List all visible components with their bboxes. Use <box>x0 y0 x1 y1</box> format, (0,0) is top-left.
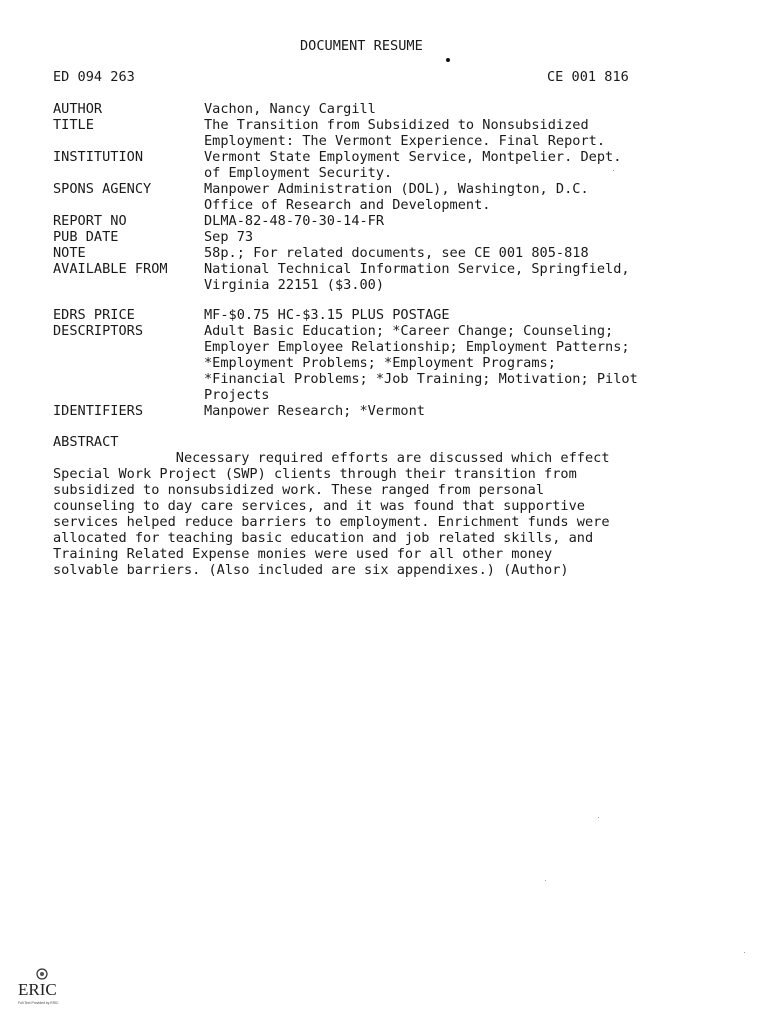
field-value-line: Projects <box>204 387 270 403</box>
field-value-line: DLMA-82-48-70-30-14-FR <box>204 213 385 229</box>
field-value-line: Office of Research and Development. <box>204 197 491 213</box>
abstract-line: Necessary required efforts are discussed which effect <box>53 450 610 466</box>
field-value-line: MF-$0.75 HC-$3.15 PLUS POSTAGE <box>204 307 450 323</box>
field-value-line: 58p.; For related documents, see CE 001 805-818 <box>204 245 589 261</box>
ce-number: CE 001 816 <box>547 69 629 85</box>
ink-dot <box>446 58 450 62</box>
scan-speck <box>744 952 745 953</box>
abstract-line: allocated for teaching basic education and job related skills, and <box>53 530 594 546</box>
field-value-line: *Financial Problems; *Job Training; Motivation; Pilot <box>204 371 638 387</box>
scan-speck <box>613 170 614 171</box>
field-value-line: of Employment Security. <box>204 165 393 181</box>
eric-logo <box>14 966 70 1006</box>
field-value-line: Sep 73 <box>204 229 254 245</box>
abstract-line: services helped reduce barriers to employment. Enrichment funds were <box>53 514 610 530</box>
abstract-line: Special Work Project (SWP) clients through their transition from <box>53 466 577 482</box>
field-value-line: Vermont State Employment Service, Montpelier. Dept. <box>204 149 622 165</box>
document-title: DOCUMENT RESUME <box>300 38 423 54</box>
abstract-line: Training Related Expense monies were used for all other money <box>53 546 553 562</box>
abstract-line: counseling to day care services, and it was found that supportive <box>53 498 585 514</box>
field-label: REPORT NO <box>53 213 127 229</box>
field-value-line: Virginia 22151 ($3.00) <box>204 277 385 293</box>
field-label: NOTE <box>53 245 86 261</box>
eric-logo-caption: Full Text Provided by ERIC <box>18 1001 59 1005</box>
scan-speck <box>598 817 599 818</box>
field-value-line: Manpower Administration (DOL), Washington, D.C. <box>204 181 589 197</box>
field-value-line: Employer Employee Relationship; Employment Patterns; <box>204 339 630 355</box>
field-label: IDENTIFIERS <box>53 403 144 419</box>
field-value-line: Vachon, Nancy Cargill <box>204 101 376 117</box>
field-value-line: *Employment Problems; *Employment Programs; <box>204 355 556 371</box>
field-label: PUB DATE <box>53 229 119 245</box>
ed-number: ED 094 263 <box>53 69 135 85</box>
abstract-text <box>53 450 610 578</box>
field-label: AUTHOR <box>53 101 103 117</box>
field-label: INSTITUTION <box>53 149 144 165</box>
field-label: TITLE <box>53 117 94 133</box>
field-label: AVAILABLE FROM <box>53 261 168 277</box>
field-value-line: Adult Basic Education; *Career Change; Counseling; <box>204 323 614 339</box>
field-value-line: National Technical Information Service, Springfield, <box>204 261 630 277</box>
field-value-line: The Transition from Subsidized to Nonsubsidized <box>204 117 589 133</box>
abstract-line: solvable barriers. (Also included are six appendixes.) (Author) <box>53 562 569 578</box>
field-label: EDRS PRICE <box>53 307 135 323</box>
field-label: DESCRIPTORS <box>53 323 144 339</box>
field-value-line: Employment: The Vermont Experience. Final Report. <box>204 133 606 149</box>
field-value-line: Manpower Research; *Vermont <box>204 403 425 419</box>
abstract-line: subsidized to nonsubsidized work. These ranged from personal <box>53 482 545 498</box>
abstract-label: ABSTRACT <box>53 434 119 450</box>
scan-speck <box>545 880 546 881</box>
eric-logo-text: ERIC <box>18 980 57 999</box>
field-label: SPONS AGENCY <box>53 181 152 197</box>
